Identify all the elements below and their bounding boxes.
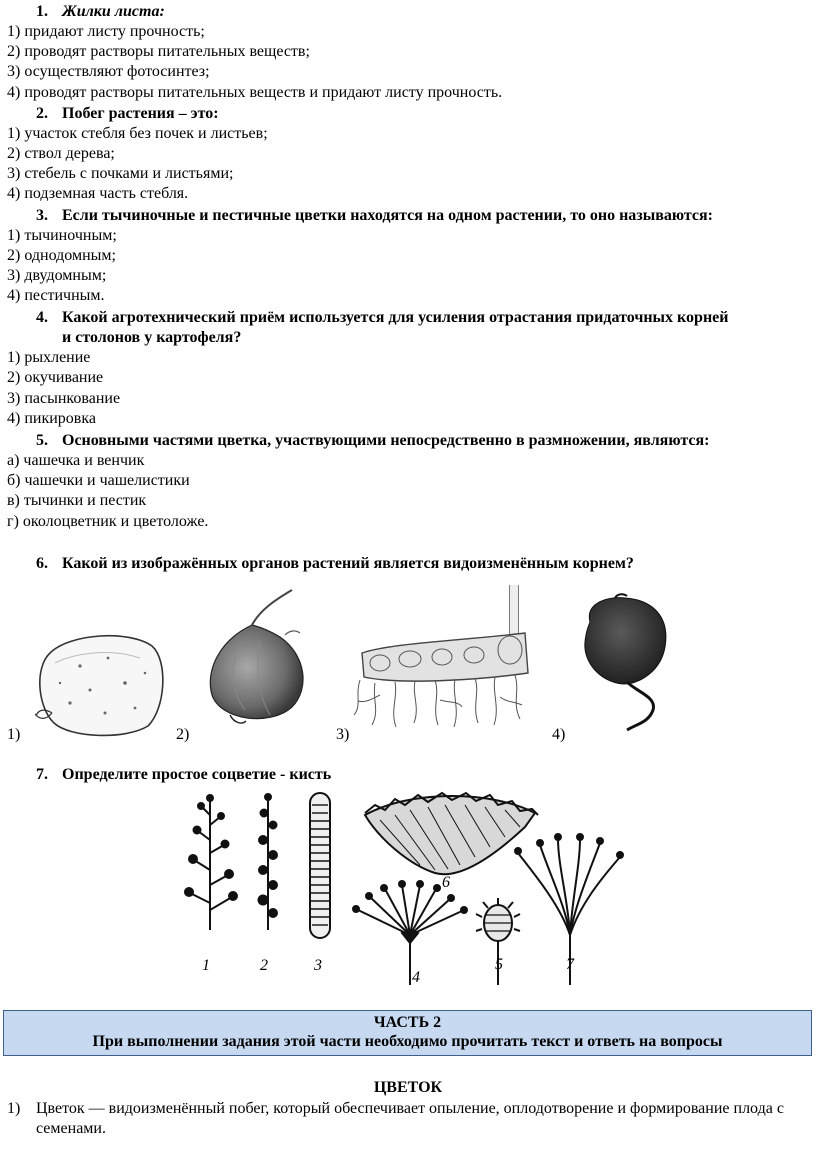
q3-option-1: 1) тычиночным;	[7, 227, 117, 244]
figure-label-6: 6	[442, 874, 450, 891]
question-3-title: 3. Если тычиночные и пестичные цветки находятся на одном растении, то оно называются:	[36, 207, 714, 224]
q3-option-2: 2) однодомным;	[7, 247, 116, 264]
q4-option-3: 3) пасынкование	[7, 390, 121, 407]
figure-label-4: 4	[412, 969, 420, 986]
question-7-title: 7. Определите простое соцветие - кисть	[36, 766, 332, 783]
q5-option-a: а) чашечка и венчик	[7, 452, 145, 469]
q4-option-1: 1) рыхление	[7, 349, 91, 366]
figure-label-7: 7	[566, 956, 574, 973]
text-item-body: Цветок — видоизменённый побег, который обеспечивает опыление, оплодотворение и формирование плода с семенами.	[36, 1100, 784, 1137]
q2-option-1: 1) участок стебля без почек и листьев;	[7, 125, 268, 142]
onion-bulb-image	[200, 585, 320, 735]
part2-subtitle: При выполнении задания этой части необходимо прочитать текст и ответь на вопросы	[92, 1033, 723, 1050]
question-4-title-cont: и столонов у картофеля?	[62, 329, 242, 346]
question-2-title: 2. Побег растения – это:	[36, 105, 219, 122]
potato-tuber-image	[30, 628, 170, 740]
question-1-title: 1. Жилки листа:	[36, 3, 165, 20]
q1-option-1: 1) придают листу прочность;	[7, 23, 205, 40]
inflorescence-4-umbel	[353, 881, 467, 985]
q1-option-3: 3) осуществляют фотосинтез;	[7, 63, 210, 80]
figure-label-2: 2	[260, 957, 268, 974]
q6-image-label-3: 3)	[336, 726, 350, 743]
q4-option-2: 2) окучивание	[7, 369, 104, 386]
part2-banner	[3, 1010, 812, 1056]
question-6-title: 6. Какой из изображённых органов растений является видоизменённым корнем?	[36, 555, 634, 572]
figure-label-3: 3	[314, 957, 322, 974]
q1-option-2: 2) проводят растворы питательных веществ;	[7, 43, 310, 60]
q2-option-3: 3) стебель с почками и листьями;	[7, 165, 234, 182]
q5-option-d: г) околоцветник и цветоложе.	[7, 513, 209, 530]
figure-label-1: 1	[202, 957, 210, 974]
inflorescence-1-raceme	[185, 795, 237, 930]
question-5-title: 5. Основными частями цветка, участвующими непосредственно в размножении, являются:	[36, 432, 710, 449]
q6-image-label-1: 1)	[7, 726, 21, 743]
q3-option-3: 3) двудомным;	[7, 267, 107, 284]
rhizome-image	[350, 585, 535, 735]
q2-option-2: 2) ствол дерева;	[7, 145, 115, 162]
q3-option-4: 4) пестичным.	[7, 287, 105, 304]
q5-option-c: в) тычинки и пестик	[7, 492, 147, 509]
q5-option-b: б) чашечки и чашелистики	[7, 472, 190, 489]
part2-title: ЧАСТЬ 2	[373, 1014, 442, 1031]
q6-image-label-4: 4)	[552, 726, 566, 743]
figure-label-5: 5	[495, 956, 503, 973]
section-heading: ЦВЕТОК	[373, 1079, 443, 1096]
inflorescence-2-spike	[259, 794, 278, 930]
q2-option-4: 4) подземная часть стебля.	[7, 185, 189, 202]
beet-root-image	[575, 592, 675, 737]
inflorescence-6-basket	[365, 793, 538, 874]
text-item-number: 1)	[7, 1100, 21, 1117]
q1-option-4: 4) проводят растворы питательных веществ и придают листу прочность.	[7, 84, 503, 101]
inflorescence-3-spadix	[310, 793, 330, 938]
q6-image-label-2: 2)	[176, 726, 190, 743]
question-4-title: 4. Какой агротехнический приём используется для усиления отрастания придаточных корней	[36, 309, 729, 326]
q4-option-4: 4) пикировка	[7, 410, 96, 427]
